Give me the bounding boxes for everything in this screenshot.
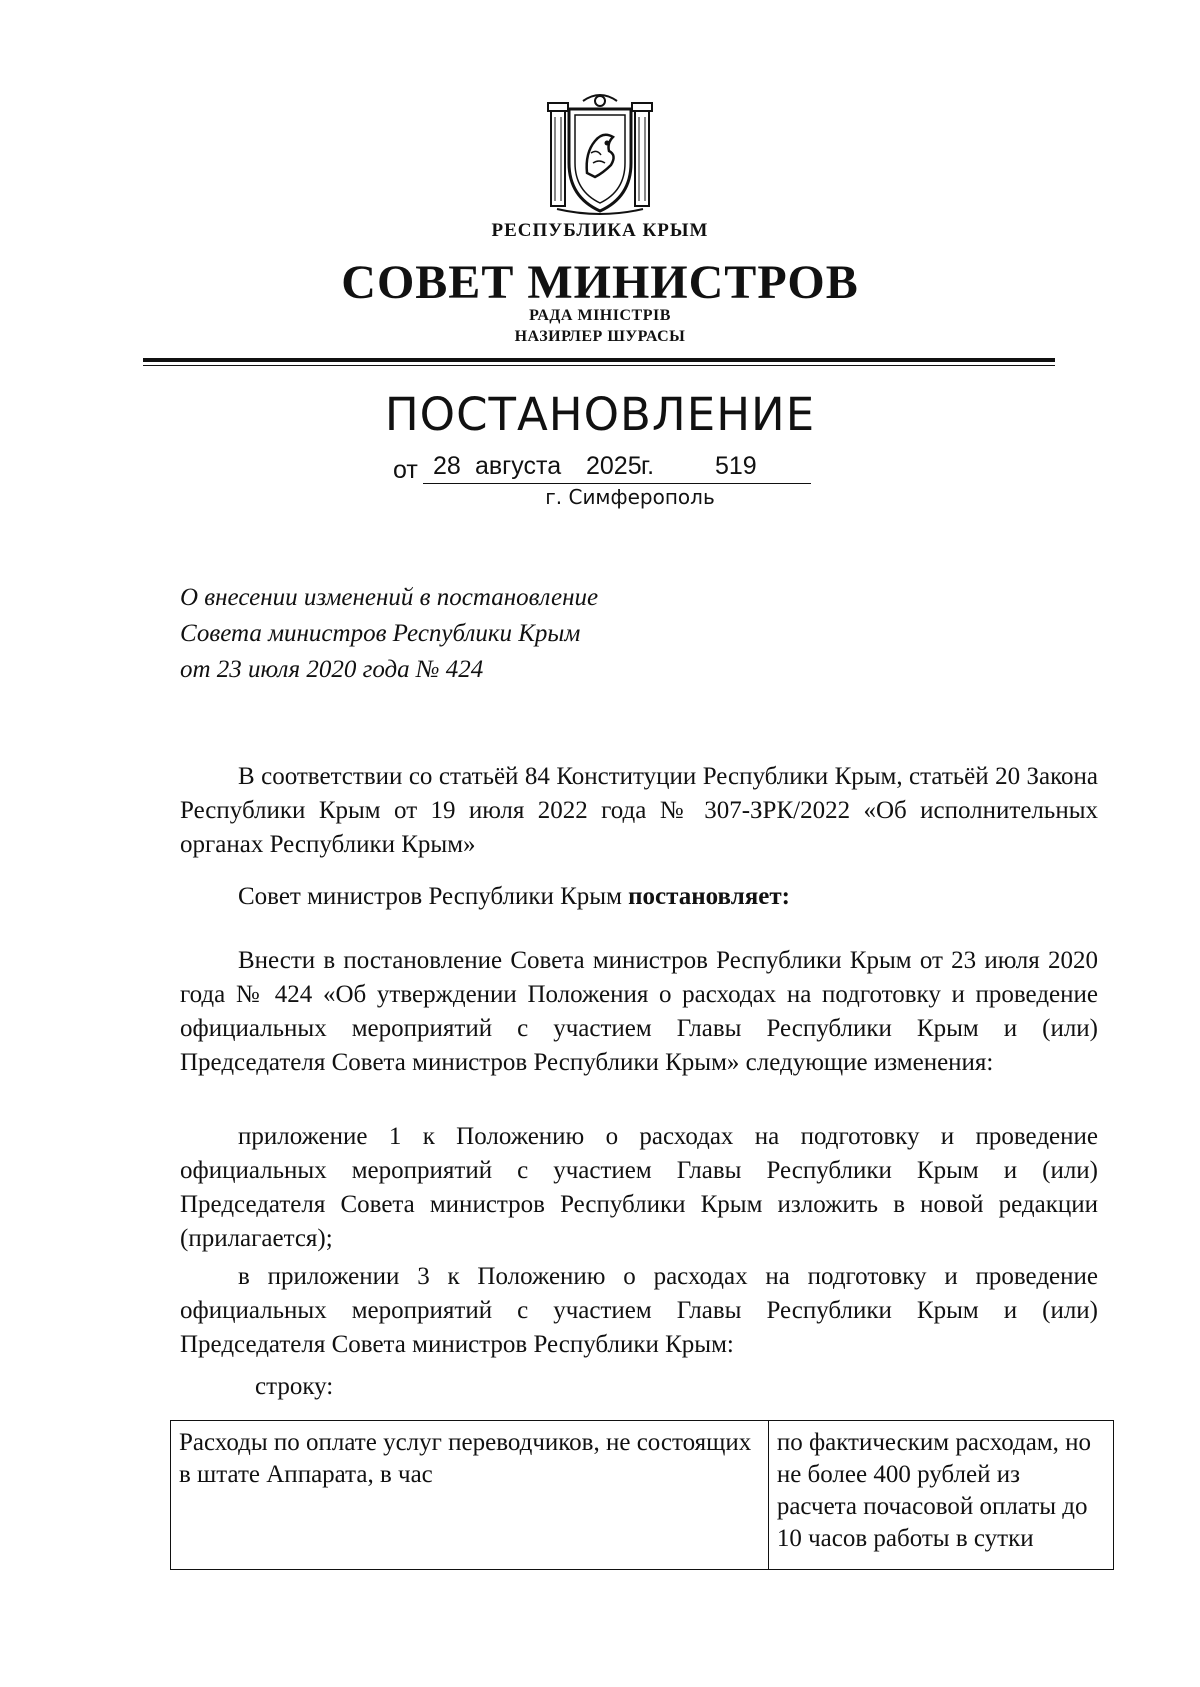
date-prefix: от — [393, 456, 418, 484]
dateline-underline — [423, 483, 811, 484]
decree-type: ПОСТАНОВЛЕНИЕ — [384, 388, 816, 441]
appendix1-paragraph: приложение 1 к Положению о расходах на подготовку и проведение официальных мероприятий с участием Главы Республики Крым и (или) Председателя Совета министров Республики Крым изложить в новой редакции (прилагается); — [180, 1123, 1098, 1252]
crimea-coat-of-arms-icon — [547, 93, 653, 218]
decree-dateline — [393, 450, 813, 486]
republic-name: РЕСПУБЛИКА КРЫМ — [491, 220, 709, 241]
decree-city: г. Симферополь — [545, 485, 715, 509]
amendment-paragraph: Внести в постановление Совета министров Республики Крым от 23 июля 2020 года № 424 «Об утверждении Положения о расходах на подготовку и проведение официальных мероприятий с участием Главы Республики Крым и (или) Председателя Совета министров Республики Крым» следующие изменения: — [180, 947, 1098, 1076]
decree-year: 2025 — [586, 452, 642, 480]
resolves-keyword: постановляет: — [628, 883, 790, 910]
expense-table — [170, 1420, 1114, 1570]
resolution-paragraph — [180, 880, 1098, 914]
council-name-ukrainian: РАДА МІНІСТРІВ — [529, 307, 671, 324]
decree-day: 28 — [433, 452, 461, 480]
decree-month: августа — [475, 452, 562, 480]
title-line: Совета министров Республики Крым — [180, 620, 581, 647]
header-divider-thin — [143, 365, 1055, 366]
title-line: от 23 июля 2020 года № 424 — [180, 656, 484, 683]
council-name: СОВЕТ МИНИСТРОВ — [341, 256, 859, 309]
decree-title — [180, 580, 598, 688]
appendix3-paragraph: в приложении 3 к Положению о расходах на подготовку и проведение официальных мероприятий с участием Главы Республики Крым и (или) Председателя Совета министров Республики Крым: — [180, 1263, 1098, 1358]
resolution-text: Совет министров Республики Крым — [238, 883, 629, 910]
council-name-crimean-tatar: НАЗИРЛЕР ШУРАСЫ — [514, 328, 686, 345]
table-row — [171, 1421, 1114, 1570]
table-cell-expense: Расходы по оплате услуг переводчиков, не состоящих в штате Аппарата, в час — [171, 1421, 769, 1570]
table-cell-amount: по фактическим расходам, но не более 400 рублей из расчета почасовой оплаты до 10 часов работы в сутки — [768, 1421, 1113, 1570]
year-suffix: г. — [641, 452, 655, 480]
row-label: строку: — [255, 1373, 334, 1400]
title-line: О внесении изменений в постановление — [180, 584, 599, 611]
header-divider-thick — [143, 358, 1055, 362]
preamble-paragraph: В соответствии со статьёй 84 Конституции Республики Крым, статьёй 20 Закона Республики Крым от 19 июля 2022 года № 307-ЗРК/2022 «Об исполнительных органах Республики Крым» — [180, 763, 1098, 858]
decree-number: 519 — [715, 452, 757, 480]
